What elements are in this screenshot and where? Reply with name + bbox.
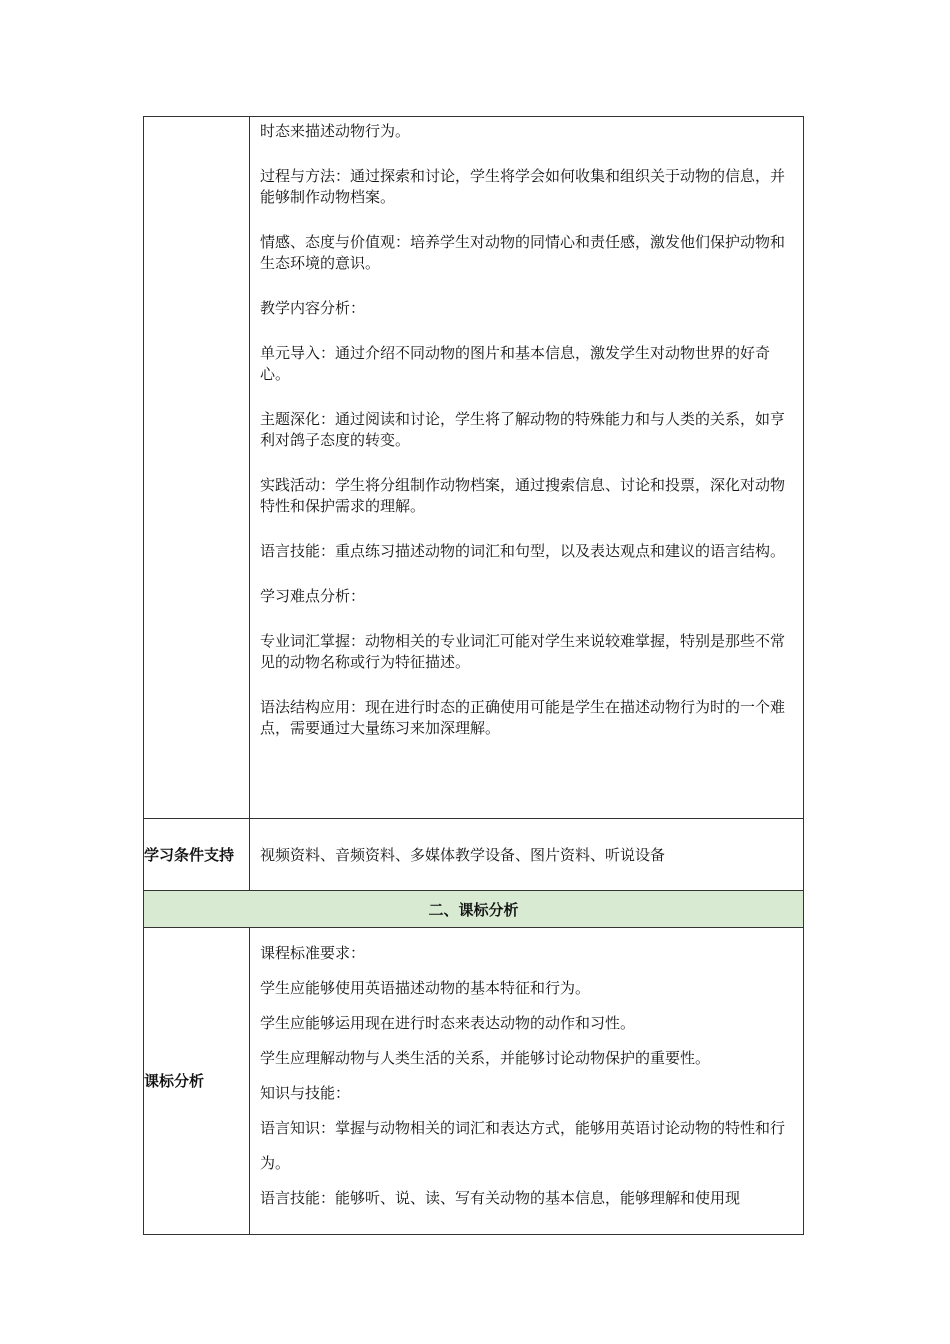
standards-line: 学生应理解动物与人类生活的关系，并能够讨论动物保护的重要性。 xyxy=(260,1049,711,1067)
paragraph: 过程与方法：通过探索和讨论，学生将学会如何收集和组织关于动物的信息，并能够制作动物档案。 xyxy=(260,167,786,206)
paragraph: 学习难点分析： xyxy=(260,587,366,605)
paragraph: 情感、态度与价值观：培养学生对动物的同情心和责任感，激发他们保护动物和生态环境的意识。 xyxy=(260,233,786,272)
standards-line: 知识与技能： xyxy=(260,1084,351,1102)
conditions-content: 视频资料、音频资料、多媒体教学设备、图片资料、听说设备 xyxy=(250,819,804,891)
standards-label: 课标分析 xyxy=(144,928,250,1235)
paragraph: 专业词汇掌握：动物相关的专业词汇可能对学生来说较难掌握，特别是那些不常见的动物名称或行为特征描述。 xyxy=(260,632,786,671)
standards-line: 学生应能够运用现在进行时态来表达动物的动作和习性。 xyxy=(260,1014,636,1032)
objectives-row xyxy=(144,117,804,819)
empty-label-cell xyxy=(144,117,250,819)
paragraph: 语言技能：重点练习描述动物的词汇和句型，以及表达观点和建议的语言结构。 xyxy=(260,542,786,560)
standards-content xyxy=(250,928,804,1235)
conditions-label: 学习条件支持 xyxy=(144,819,250,891)
standards-line: 课程标准要求： xyxy=(260,944,366,962)
standards-row xyxy=(144,928,804,1235)
standards-line: 语言知识：掌握与动物相关的词汇和表达方式，能够用英语讨论动物的特性和行为。 xyxy=(260,1119,786,1172)
section-header: 二、课标分析 xyxy=(144,891,804,928)
standards-line: 学生应能够使用英语描述动物的基本特征和行为。 xyxy=(260,979,591,997)
section-header-row xyxy=(144,891,804,928)
standards-line: 语言技能：能够听、说、读、写有关动物的基本信息，能够理解和使用现 xyxy=(260,1189,741,1207)
lesson-plan-table xyxy=(143,116,804,1235)
paragraph: 时态来描述动物行为。 xyxy=(260,122,411,140)
conditions-row xyxy=(144,819,804,891)
objectives-content xyxy=(250,117,804,819)
paragraph: 单元导入：通过介绍不同动物的图片和基本信息，激发学生对动物世界的好奇心。 xyxy=(260,344,771,383)
paragraph: 语法结构应用：现在进行时态的正确使用可能是学生在描述动物行为时的一个难点，需要通过大量练习来加深理解。 xyxy=(260,698,786,737)
paragraph: 教学内容分析： xyxy=(260,299,366,317)
paragraph: 主题深化：通过阅读和讨论，学生将了解动物的特殊能力和与人类的关系，如亨利对鸽子态度的转变。 xyxy=(260,410,786,449)
paragraph: 实践活动：学生将分组制作动物档案，通过搜索信息、讨论和投票，深化对动物特性和保护需求的理解。 xyxy=(260,476,786,515)
